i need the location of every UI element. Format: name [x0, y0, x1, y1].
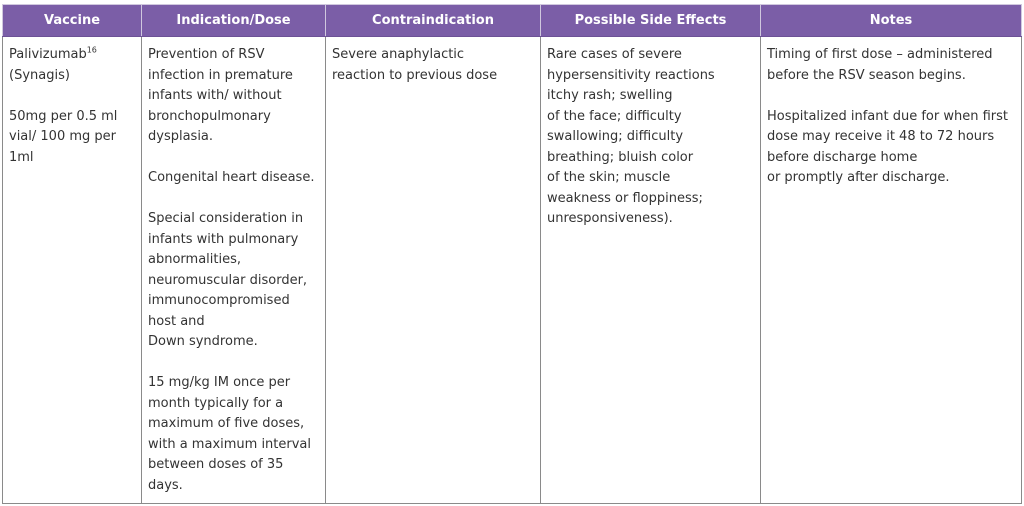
text-line: bronchopulmonary	[148, 108, 271, 124]
vaccine-dose-line: 1ml	[9, 149, 34, 165]
cell-indication-dose	[142, 37, 326, 504]
text-line: before the RSV season begins.	[767, 67, 966, 83]
vaccine-table	[2, 4, 1022, 504]
vaccine-dose-line: 50mg per 0.5 ml	[9, 108, 118, 124]
indication-paragraph	[148, 373, 319, 496]
text-line: dose may receive it 48 to 72 hours	[767, 129, 995, 144]
text-line: 15 mg/kg IM once per	[148, 375, 291, 390]
vaccine-dose-line: vial/ 100 mg per	[9, 129, 116, 144]
text-line: infection in premature	[148, 67, 293, 83]
indication-paragraph	[148, 168, 319, 189]
indication-paragraph	[148, 45, 319, 148]
header-possible-side-effects: Possible Side Effects	[541, 5, 761, 37]
text-line: or promptly after discharge.	[767, 170, 950, 185]
text-line: weakness or floppiness;	[547, 190, 703, 206]
text-line: between doses of 35	[148, 457, 284, 472]
header-indication-dose: Indication/Dose	[142, 5, 326, 37]
text-line: neuromuscular disorder,	[148, 272, 308, 288]
notes-paragraph	[767, 107, 1015, 189]
text-line: host and	[148, 313, 205, 329]
text-line: of the skin; muscle	[547, 170, 671, 185]
vaccine-name: Palivizumab	[9, 47, 87, 62]
cell-contraindication	[326, 37, 541, 504]
text-line: Timing of first dose – administered	[767, 47, 993, 62]
notes-paragraph	[767, 45, 1015, 86]
text-line: abnormalities,	[148, 252, 241, 267]
text-line: dysplasia.	[148, 129, 214, 144]
text-line: Hospitalized infant due for when first	[767, 108, 1008, 124]
text-line: Rare cases of severe	[547, 47, 682, 62]
text-line: breathing; bluish color	[547, 149, 694, 165]
text-line: maximum of five doses,	[148, 416, 305, 431]
vaccine-reference: 16	[86, 45, 97, 55]
cell-vaccine	[3, 37, 142, 504]
text-line: Prevention of RSV	[148, 47, 265, 62]
text-line: reaction to previous dose	[332, 67, 498, 83]
header-vaccine: Vaccine	[3, 5, 142, 37]
text-line: infants with/ without	[148, 88, 282, 103]
contraindication-paragraph	[332, 45, 534, 86]
text-line: swallowing; difficulty	[547, 129, 684, 144]
text-line: of the face; difficulty	[547, 108, 682, 124]
text-line: unresponsiveness).	[547, 211, 673, 226]
text-line: days.	[148, 477, 183, 493]
text-line: before discharge home	[767, 149, 918, 165]
text-line: with a maximum interval	[148, 436, 312, 452]
text-line: infants with pulmonary	[148, 231, 299, 247]
text-line: Severe anaphylactic	[332, 47, 465, 62]
vaccine-name-block	[9, 45, 135, 86]
indication-paragraph	[148, 209, 319, 353]
vaccine-dose-block	[9, 107, 135, 169]
text-line: hypersensitivity reactions	[547, 67, 715, 83]
text-line: immunocompromised	[148, 293, 290, 308]
vaccine-brand: (Synagis)	[9, 67, 70, 83]
cell-notes	[761, 37, 1022, 504]
text-line: itchy rash; swelling	[547, 88, 673, 103]
text-line: month typically for a	[148, 395, 284, 411]
text-line: Special consideration in	[148, 211, 304, 226]
text-line: Congenital heart disease.	[148, 170, 315, 185]
vaccine-table-container	[2, 4, 1022, 504]
header-notes: Notes	[761, 5, 1022, 37]
side-effects-paragraph	[547, 45, 754, 230]
table-header-row	[3, 5, 1022, 37]
text-line: Down syndrome.	[148, 334, 258, 349]
header-contraindication: Contraindication	[326, 5, 541, 37]
table-row	[3, 37, 1022, 504]
cell-possible-side-effects	[541, 37, 761, 504]
